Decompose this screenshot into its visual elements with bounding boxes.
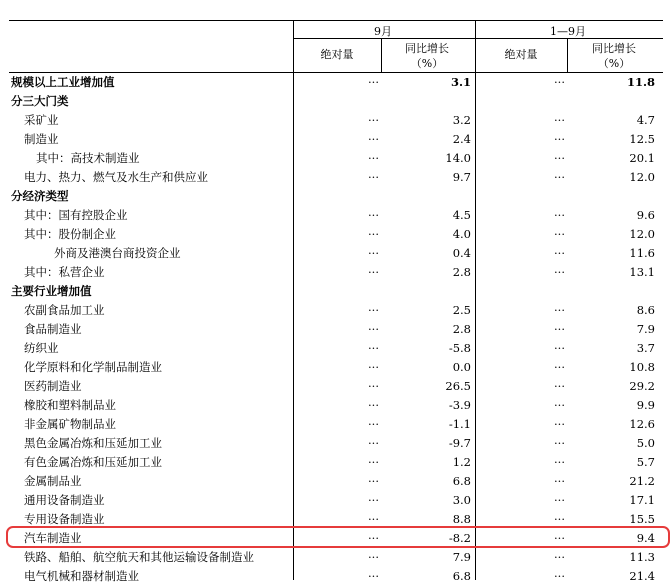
cell-yoy-sep: 2.5 <box>452 303 471 317</box>
row-label: 电力、热力、燃气及水生产和供应业 <box>24 170 208 184</box>
cell-yoy-ytd: 12.5 <box>629 132 655 146</box>
cell-abs-ytd: ··· <box>554 379 565 393</box>
cell-yoy-sep: 4.5 <box>452 208 471 222</box>
table-row <box>9 225 663 244</box>
row-label: 医药制造业 <box>24 379 82 393</box>
cell-abs-sep: ··· <box>368 569 379 583</box>
cell-abs-sep: ··· <box>368 246 379 260</box>
row-label: 其中：高技术制造业 <box>36 151 140 165</box>
table-row <box>9 301 663 320</box>
cell-abs-sep: ··· <box>368 322 379 336</box>
header-yoy-1-line2: （%） <box>410 57 444 70</box>
cell-yoy-sep: 3.1 <box>450 75 471 89</box>
table-row <box>9 339 663 358</box>
cell-yoy-ytd: 7.9 <box>636 322 655 336</box>
cell-abs-ytd: ··· <box>554 113 565 127</box>
row-label: 化学原料和化学制品制造业 <box>24 360 162 374</box>
table-row <box>9 263 663 282</box>
cell-yoy-sep: 6.8 <box>452 474 471 488</box>
cell-abs-ytd: ··· <box>554 531 565 545</box>
row-label: 纺织业 <box>24 341 59 355</box>
cell-yoy-sep: 9.7 <box>452 170 471 184</box>
header-mid-rule <box>293 38 663 39</box>
cell-yoy-ytd: 17.1 <box>629 493 655 507</box>
cell-abs-ytd: ··· <box>554 474 565 488</box>
row-label: 黑色金属冶炼和压延加工业 <box>24 436 162 450</box>
cell-yoy-sep: 3.2 <box>452 113 471 127</box>
row-label: 制造业 <box>24 132 59 146</box>
cell-abs-sep: ··· <box>368 227 379 241</box>
header-yoy-1 <box>381 41 473 71</box>
cell-abs-sep: ··· <box>368 113 379 127</box>
cell-abs-sep: ··· <box>368 455 379 469</box>
cell-yoy-ytd: 13.1 <box>629 265 655 279</box>
table-row <box>9 491 663 510</box>
header-yoy-2 <box>567 41 661 71</box>
header-abs-1: 绝对量 <box>320 48 354 61</box>
cell-yoy-sep: 26.5 <box>445 379 471 393</box>
cell-yoy-ytd: 9.9 <box>636 398 655 412</box>
header-period-september: 9月 <box>374 25 392 38</box>
table-row <box>9 472 663 491</box>
cell-yoy-sep: 1.2 <box>452 455 471 469</box>
cell-abs-ytd: ··· <box>554 151 565 165</box>
cell-yoy-ytd: 12.0 <box>629 170 655 184</box>
col-divider-2 <box>381 38 382 72</box>
cell-abs-ytd: ··· <box>554 170 565 184</box>
row-label: 专用设备制造业 <box>24 512 105 526</box>
cell-abs-sep: ··· <box>368 265 379 279</box>
cell-yoy-sep: 2.8 <box>452 265 471 279</box>
row-label: 铁路、船舶、航空航天和其他运输设备制造业 <box>24 550 254 564</box>
cell-yoy-sep: 6.8 <box>452 569 471 583</box>
cell-abs-ytd: ··· <box>554 303 565 317</box>
cell-yoy-sep: 3.0 <box>452 493 471 507</box>
cell-yoy-ytd: 4.7 <box>636 113 655 127</box>
cell-abs-sep: ··· <box>368 341 379 355</box>
table-row <box>9 320 663 339</box>
table-row <box>9 168 663 187</box>
row-label: 分三大门类 <box>11 94 69 108</box>
cell-yoy-ytd: 5.0 <box>636 436 655 450</box>
cell-abs-ytd: ··· <box>554 455 565 469</box>
table-row <box>9 358 663 377</box>
cell-abs-sep: ··· <box>368 151 379 165</box>
table-row <box>9 453 663 472</box>
cell-abs-sep: ··· <box>368 417 379 431</box>
table-row <box>9 377 663 396</box>
cell-abs-sep: ··· <box>368 208 379 222</box>
cell-yoy-ytd: 3.7 <box>636 341 655 355</box>
header-yoy-1-line1: 同比增长 <box>405 42 449 55</box>
cell-yoy-ytd: 20.1 <box>629 151 655 165</box>
row-label: 其中：股份制企业 <box>24 227 116 241</box>
cell-abs-sep: ··· <box>368 360 379 374</box>
cell-abs-ytd: ··· <box>554 132 565 146</box>
cell-abs-ytd: ··· <box>554 436 565 450</box>
col-divider-4 <box>567 38 568 72</box>
cell-yoy-ytd: 29.2 <box>629 379 655 393</box>
row-label: 金属制品业 <box>24 474 82 488</box>
cell-abs-ytd: ··· <box>554 550 565 564</box>
cell-yoy-ytd: 11.3 <box>629 550 655 564</box>
cell-abs-ytd: ··· <box>554 208 565 222</box>
row-label: 主要行业增加值 <box>11 284 92 298</box>
cell-abs-sep: ··· <box>368 379 379 393</box>
cell-yoy-sep: 2.4 <box>452 132 471 146</box>
cell-yoy-sep: 8.8 <box>452 512 471 526</box>
cell-abs-sep: ··· <box>368 474 379 488</box>
table-row <box>9 548 663 567</box>
table-top-rule <box>9 20 663 21</box>
header-yoy-2-line1: 同比增长 <box>592 42 636 55</box>
cell-abs-sep: ··· <box>368 512 379 526</box>
table-row <box>9 434 663 453</box>
cell-abs-ytd: ··· <box>554 227 565 241</box>
cell-yoy-ytd: 9.6 <box>636 208 655 222</box>
cell-yoy-sep: -5.8 <box>448 341 471 355</box>
table-row <box>9 567 663 586</box>
cell-abs-sep: ··· <box>368 75 379 89</box>
cell-abs-sep: ··· <box>368 398 379 412</box>
row-label: 农副食品加工业 <box>24 303 105 317</box>
cell-abs-ytd: ··· <box>554 398 565 412</box>
cell-abs-sep: ··· <box>368 170 379 184</box>
cell-abs-sep: ··· <box>368 531 379 545</box>
header-yoy-2-line2: （%） <box>597 57 631 70</box>
cell-yoy-sep: -9.7 <box>448 436 471 450</box>
row-label: 通用设备制造业 <box>24 493 105 507</box>
cell-abs-ytd: ··· <box>554 341 565 355</box>
cell-yoy-ytd: 11.6 <box>629 246 655 260</box>
cell-yoy-sep: 7.9 <box>452 550 471 564</box>
cell-abs-ytd: ··· <box>554 246 565 260</box>
table-row <box>9 149 663 168</box>
cell-abs-ytd: ··· <box>554 493 565 507</box>
cell-abs-sep: ··· <box>368 132 379 146</box>
row-label: 外商及港澳台商投资企业 <box>54 246 181 260</box>
cell-abs-sep: ··· <box>368 303 379 317</box>
cell-abs-ytd: ··· <box>554 512 565 526</box>
cell-yoy-sep: -3.9 <box>448 398 471 412</box>
cell-yoy-ytd: 8.6 <box>636 303 655 317</box>
table-row <box>9 187 663 206</box>
cell-yoy-ytd: 5.7 <box>636 455 655 469</box>
cell-yoy-sep: 0.4 <box>452 246 471 260</box>
cell-yoy-ytd: 12.6 <box>629 417 655 431</box>
cell-abs-ytd: ··· <box>554 265 565 279</box>
cell-abs-sep: ··· <box>368 436 379 450</box>
cell-abs-ytd: ··· <box>554 569 565 583</box>
cell-abs-ytd: ··· <box>554 322 565 336</box>
table-row <box>9 111 663 130</box>
cell-yoy-ytd: 21.4 <box>629 569 655 583</box>
row-label: 食品制造业 <box>24 322 82 336</box>
row-label: 采矿业 <box>24 113 59 127</box>
cell-yoy-ytd: 21.2 <box>629 474 655 488</box>
row-label: 规模以上工业增加值 <box>11 75 115 89</box>
cell-yoy-sep: 4.0 <box>452 227 471 241</box>
cell-yoy-ytd: 11.8 <box>626 75 655 89</box>
cell-abs-ytd: ··· <box>554 75 565 89</box>
cell-yoy-ytd: 15.5 <box>629 512 655 526</box>
table-row <box>9 206 663 225</box>
cell-yoy-sep: 14.0 <box>445 151 471 165</box>
row-label: 汽车制造业 <box>24 531 82 545</box>
stats-table <box>9 20 663 583</box>
cell-abs-ytd: ··· <box>554 417 565 431</box>
row-label: 其中：国有控股企业 <box>24 208 128 222</box>
cell-yoy-ytd: 9.4 <box>636 531 655 545</box>
row-label: 橡胶和塑料制品业 <box>24 398 116 412</box>
row-label: 有色金属冶炼和压延加工业 <box>24 455 162 469</box>
cell-abs-sep: ··· <box>368 493 379 507</box>
header-period-jan-sep: 1—9月 <box>550 25 586 38</box>
row-label: 分经济类型 <box>11 189 69 203</box>
cell-yoy-ytd: 12.0 <box>629 227 655 241</box>
table-row <box>9 73 663 92</box>
table-row <box>9 244 663 263</box>
cell-abs-sep: ··· <box>368 550 379 564</box>
table-row <box>9 415 663 434</box>
table-row <box>9 282 663 301</box>
cell-abs-ytd: ··· <box>554 360 565 374</box>
cell-yoy-sep: 2.8 <box>452 322 471 336</box>
row-label: 非金属矿物制品业 <box>24 417 116 431</box>
table-row <box>9 396 663 415</box>
table-row <box>9 92 663 111</box>
cell-yoy-sep: 0.0 <box>452 360 471 374</box>
table-row <box>9 130 663 149</box>
row-label: 电气机械和器材制造业 <box>24 569 139 583</box>
cell-yoy-sep: -1.1 <box>448 417 471 431</box>
cell-yoy-sep: -8.2 <box>448 531 471 545</box>
cell-yoy-ytd: 10.8 <box>629 360 655 374</box>
highlight-box <box>6 526 670 548</box>
header-abs-2: 绝对量 <box>504 48 538 61</box>
row-label: 其中：私营企业 <box>24 265 105 279</box>
